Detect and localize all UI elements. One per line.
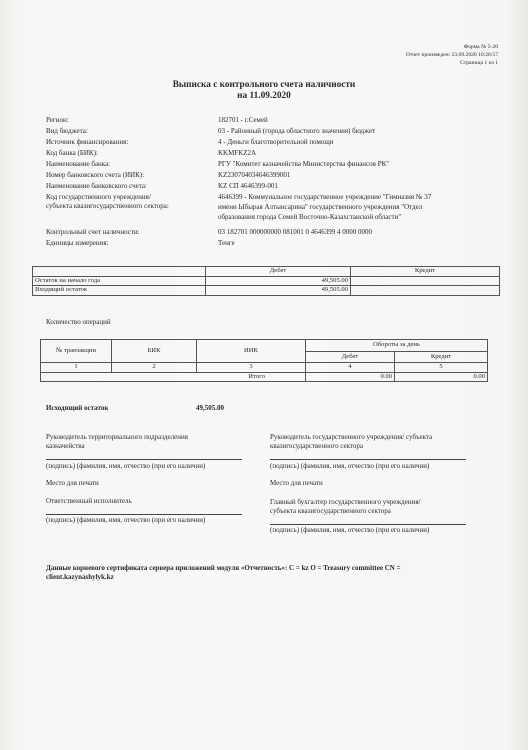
header-transaction-number: № транзакции bbox=[41, 340, 112, 363]
detail-value: KKMFKZ2A bbox=[218, 149, 257, 157]
table-cell bbox=[33, 267, 206, 277]
detail-value: РГУ "Комитет казначейства Министерства финансов РК" bbox=[218, 160, 390, 168]
signature-role: Руководитель территориального подразделения bbox=[46, 433, 188, 441]
table-header-row bbox=[41, 340, 488, 352]
org-label: Код государственного учреждения/ bbox=[46, 193, 151, 201]
row-debit: 49,505.00 bbox=[206, 276, 351, 286]
document-title: Выписка с контрольного счета наличности bbox=[172, 80, 356, 90]
total-debit: 0.00 bbox=[306, 372, 395, 382]
header-iik: ИИК bbox=[197, 340, 306, 363]
detail-label: Код банка (БИК): bbox=[46, 149, 98, 157]
total-credit: 0.00 bbox=[395, 372, 488, 382]
balance-table bbox=[32, 266, 500, 296]
total-label: Итого bbox=[41, 372, 306, 382]
control-account-value: 03 182701 000000000 081001 0 4646399 4 0000 0000 bbox=[218, 228, 372, 236]
detail-value: 03 - Районный (города областного значения) бюджет bbox=[218, 127, 376, 135]
seal-place: Место для печати bbox=[270, 479, 323, 487]
operations-table bbox=[40, 339, 488, 382]
org-value: имени Ыбырая Алтынсарина" государственного учреждения "Отдел bbox=[218, 203, 423, 211]
control-account-label: Контрольный счет наличности: bbox=[46, 228, 140, 236]
header-credit: Кредит bbox=[395, 351, 488, 363]
signature-role: субъекта квазигосударственного сектора bbox=[270, 507, 391, 515]
signature-line bbox=[46, 514, 242, 515]
outgoing-balance-label: Исходящий остаток bbox=[46, 404, 109, 412]
row-credit bbox=[351, 286, 500, 296]
certificate-info: Данные корневого сертификата сервера приложений модуля «Отчетность»: C = kz O = Treasury committee CN = bbox=[46, 564, 401, 572]
signature-role: Руководитель государственного учреждения/ субъекта bbox=[270, 433, 433, 441]
signature-line bbox=[270, 459, 466, 460]
column-number: 2 bbox=[112, 363, 197, 373]
signature-caption: (подпись) (фамилия, имя, отчество (при его наличии) bbox=[270, 462, 430, 470]
detail-label: Наименование банковского счета: bbox=[46, 182, 147, 190]
detail-label: Наименование банка: bbox=[46, 160, 111, 168]
certificate-cn: client.kazynashylyk.kz bbox=[46, 573, 114, 581]
table-row bbox=[33, 276, 500, 286]
detail-value: 182701 - г.Семей bbox=[218, 116, 268, 124]
org-value: 4646399 - Коммунальное государственное учреждение "Гимназия № 37 bbox=[218, 193, 432, 201]
signature-role: казначейства bbox=[46, 442, 85, 450]
column-number: 4 bbox=[306, 363, 395, 373]
table-header-debit: Дебет bbox=[206, 267, 351, 277]
signature-caption: (подпись) (фамилия, имя, отчество (при его наличии) bbox=[270, 526, 430, 534]
row-credit bbox=[351, 276, 500, 286]
total-row bbox=[41, 372, 488, 382]
org-label: субъекта квазигосударственного сектора: bbox=[46, 202, 169, 210]
row-label: Входящий остаток bbox=[33, 286, 206, 296]
detail-label: Вид бюджета: bbox=[46, 127, 88, 135]
column-number: 1 bbox=[41, 363, 112, 373]
report-generated: Отчет произведен: 23.09.2020 10:28:57 bbox=[405, 52, 498, 58]
signature-role: квазигосударственного сектора bbox=[270, 442, 364, 450]
table-header-credit: Кредит bbox=[351, 267, 500, 277]
outgoing-balance-value: 49,505.00 bbox=[196, 404, 224, 412]
document-date: на 11.09.2020 bbox=[237, 91, 291, 101]
signature-role: Главный бухгалтер государственного учреждения/ bbox=[270, 498, 421, 506]
table-row bbox=[41, 363, 488, 373]
signature-caption: (подпись) (фамилия, имя, отчество (при его наличии) bbox=[46, 516, 206, 524]
seal-place: Место для печати bbox=[46, 479, 99, 487]
unit-label: Единицы измерения: bbox=[46, 239, 109, 247]
header-bik: БИК bbox=[112, 340, 197, 363]
unit-value: Тенге bbox=[218, 239, 235, 247]
detail-value: KZ230704034646399001 bbox=[218, 171, 291, 179]
table-row bbox=[33, 286, 500, 296]
page-number: Страница 1 из 1 bbox=[460, 60, 498, 66]
detail-label: Номер банковского счета (ИИК): bbox=[46, 171, 145, 179]
header-debit: Дебет bbox=[306, 351, 395, 363]
column-number: 5 bbox=[395, 363, 488, 373]
detail-value: 4 - Деньги благотворительной помощи bbox=[218, 138, 334, 146]
header-turnover: Обороты за день bbox=[306, 340, 488, 352]
detail-label: Источник финансирования: bbox=[46, 138, 129, 146]
signature-role: Ответственный исполнитель bbox=[46, 497, 132, 505]
column-number: 3 bbox=[197, 363, 306, 373]
detail-label: Регион: bbox=[46, 116, 69, 124]
detail-value: KZ СП 4646399-001 bbox=[218, 182, 278, 190]
signature-caption: (подпись) (фамилия, имя, отчество (при его наличии) bbox=[46, 462, 206, 470]
row-debit: 49,505.00 bbox=[206, 286, 351, 296]
signature-line bbox=[270, 524, 466, 525]
org-value: образования города Семей Восточно-Казахстанской области" bbox=[218, 213, 402, 221]
signature-line bbox=[46, 459, 242, 460]
form-number: Форма № 5-20 bbox=[463, 44, 498, 50]
table-header-row bbox=[33, 267, 500, 277]
row-label: Остаток на начало года bbox=[33, 276, 206, 286]
operations-count-label: Количество операций bbox=[46, 318, 111, 326]
